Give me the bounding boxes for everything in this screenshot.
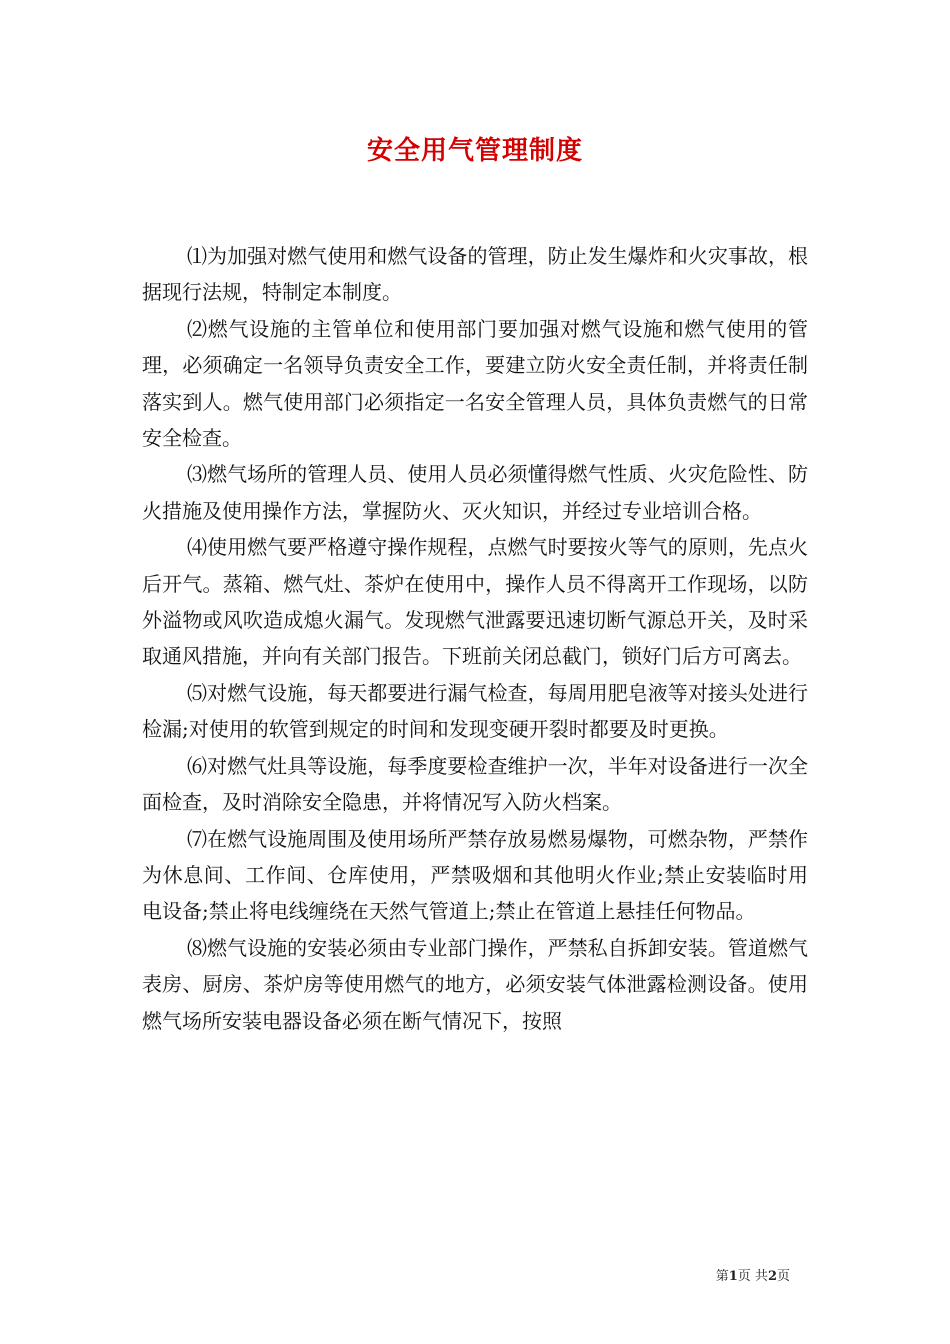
paragraph-6: ⑹对燃气灶具等设施，每季度要检查维护一次，半年对设备进行一次全面检查，及时消除安全隐患，并将情况写入防火档案。 bbox=[142, 753, 808, 815]
paragraph-4: ⑷使用燃气要严格遵守操作规程，点燃气时要按火等气的原则，先点火后开气。蒸箱、燃气灶、茶炉在使用中，操作人员不得离开工作现场，以防外溢物或风吹造成熄火漏气。发现燃气泄露要迅速切断气源总开关，及时采取通风措施，并向有关部门报告。下班前关闭总截门，锁好门后方可离去。 bbox=[142, 535, 808, 669]
paragraph-2: ⑵燃气设施的主管单位和使用部门要加强对燃气设施和燃气使用的管理，必须确定一名领导负责安全工作，要建立防火安全责任制，并将责任制落实到人。燃气使用部门必须指定一名安全管理人员，具体负责燃气的日常安全检查。 bbox=[142, 316, 808, 451]
page-number-indicator bbox=[716, 1265, 790, 1284]
page-title: 安全用气管理制度 bbox=[366, 136, 583, 166]
footer-suffix: 页 bbox=[776, 1269, 790, 1284]
current-page-number: 1 bbox=[728, 1269, 738, 1284]
document-body bbox=[142, 238, 808, 1039]
footer-middle: 页 共 bbox=[737, 1269, 768, 1284]
paragraph-7: ⑺在燃气设施周围及使用场所严禁存放易燃易爆物，可燃杂物，严禁作为休息间、工作间、仓库使用，严禁吸烟和其他明火作业;禁止安装临时用电设备;禁止将电线缠绕在天然气管道上;禁止在管道上悬挂任何物品。 bbox=[142, 826, 808, 924]
total-page-count: 2 bbox=[767, 1269, 777, 1284]
paragraph-3: ⑶燃气场所的管理人员、使用人员必须懂得燃气性质、火灾危险性、防火措施及使用操作方法，掌握防火、灭火知识，并经过专业培训合格。 bbox=[142, 462, 808, 523]
footer-prefix: 第 bbox=[715, 1269, 729, 1284]
paragraph-1: ⑴为加强对燃气使用和燃气设备的管理，防止发生爆炸和火灾事故，根据现行法规，特制定本制度。 bbox=[142, 244, 808, 305]
paragraph-5: ⑸对燃气设施，每天都要进行漏气检查，每周用肥皂液等对接头处进行检漏;对使用的软管到规定的时间和发现变硬开裂时都要及时更换。 bbox=[142, 680, 808, 742]
paragraph-8: ⑻燃气设施的安装必须由专业部门操作，严禁私自拆卸安装。管道燃气表房、厨房、茶炉房等使用燃气的地方，必须安装气体泄露检测设备。使用燃气场所安装电器设备必须在断气情况下，按照 bbox=[142, 935, 808, 1033]
